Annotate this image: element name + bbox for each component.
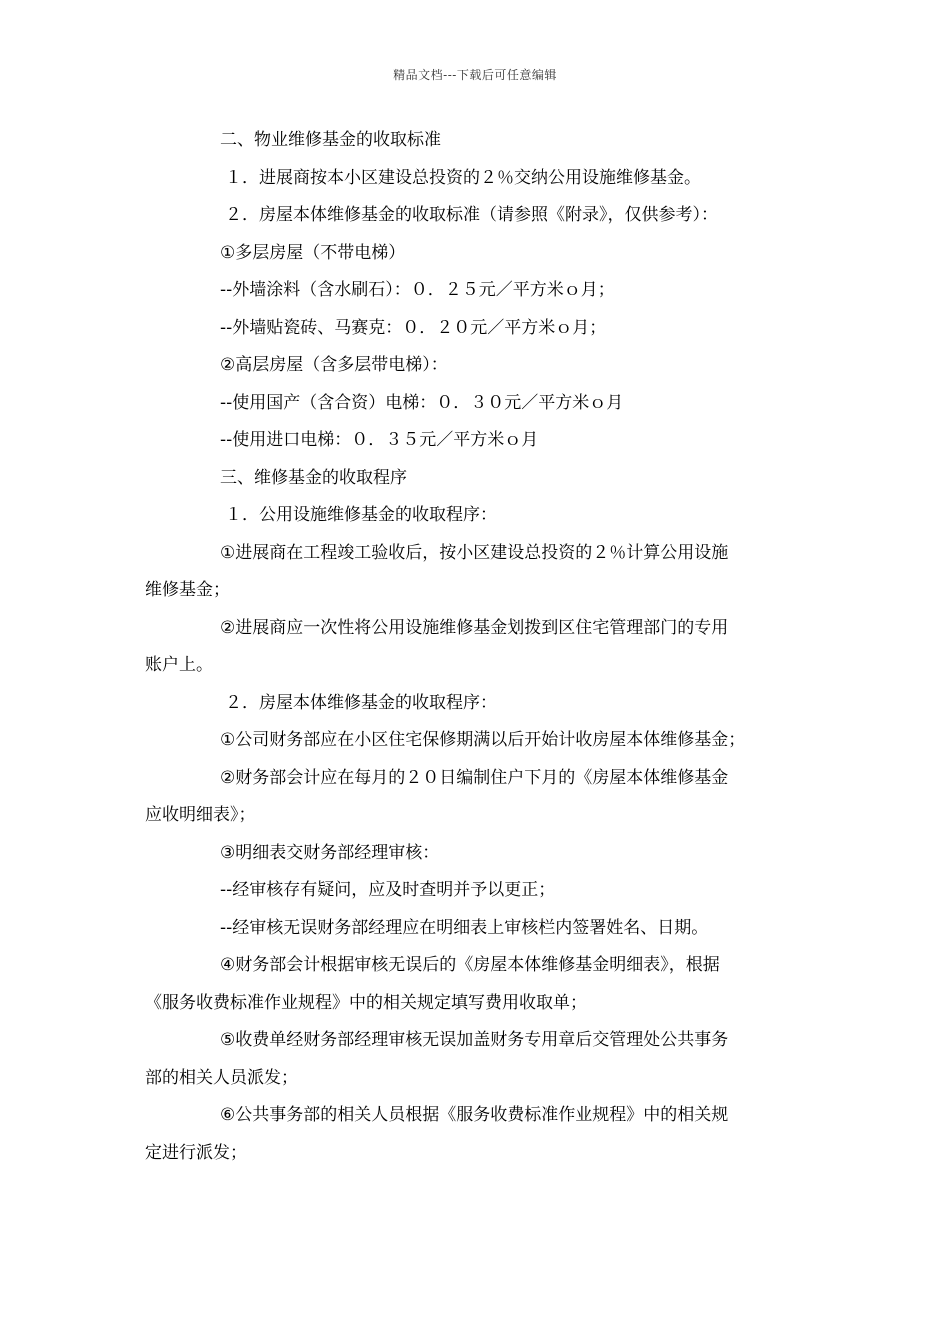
paragraph-line: １．公用设施维修基金的收取程序：: [225, 505, 497, 525]
section-heading: 二、物业维修基金的收取标准: [220, 130, 441, 150]
paragraph-line: --使用国产（含合资）电梯：０．３０元／平方米ｏ月: [220, 392, 624, 413]
paragraph-line: 部的相关人员派发；: [145, 1067, 298, 1088]
paragraph-line: --使用进口电梯：０．３５元／平方米ｏ月: [220, 430, 539, 450]
paragraph-line: ①公司财务部应在小区住宅保修期满以后开始计收房屋本体维修基金；: [220, 730, 746, 750]
paragraph-line: ④财务部会计根据审核无误后的《房屋本体维修基金明细表》，根据: [220, 955, 720, 975]
paragraph-line: 《服务收费标准作业规程》中的相关规定填写费用收取单；: [145, 992, 587, 1013]
paragraph-line: ③明细表交财务部经理审核：: [220, 842, 440, 863]
paragraph-line: ②高层房屋（含多层带电梯）：: [220, 355, 448, 375]
paragraph-line: ２．房屋本体维修基金的收取标准（请参照《附录》，仅供参考）：: [225, 205, 718, 225]
paragraph-line: ②进展商应一次性将公用设施维修基金划拨到区住宅管理部门的专用: [220, 617, 729, 638]
paragraph-line: ⑤收费单经财务部经理审核无误加盖财务专用章后交管理处公共事务: [220, 1030, 729, 1050]
paragraph-line: 账户上。: [145, 655, 213, 675]
paragraph-line: 维修基金；: [145, 580, 230, 600]
paragraph-line: 应收明细表》；: [145, 805, 256, 825]
paragraph-line: ２．房屋本体维修基金的收取程序：: [225, 692, 497, 713]
paragraph-line: --经审核存有疑问，应及时查明并予以更正；: [220, 880, 556, 900]
paragraph-line: ②财务部会计应在每月的２０日编制住户下月的《房屋本体维修基金: [220, 767, 729, 788]
paragraph-line: ①多层房屋（不带电梯）: [220, 242, 406, 263]
paragraph-line: 定进行派发；: [145, 1142, 247, 1163]
paragraph-line: --外墙涂料（含水刷石）：０．２５元／平方米ｏ月；: [220, 280, 615, 300]
paragraph-line: ①进展商在工程竣工验收后，按小区建设总投资的２％计算公用设施: [220, 542, 729, 563]
page-header: 精品文档---下载后可任意编辑: [393, 68, 557, 82]
paragraph-line: １．进展商按本小区建设总投资的２％交纳公用设施维修基金。: [225, 167, 701, 188]
paragraph-line: ⑥公共事务部的相关人员根据《服务收费标准作业规程》中的相关规: [220, 1105, 729, 1125]
paragraph-line: --经审核无误财务部经理应在明细表上审核栏内签署姓名、日期。: [220, 917, 709, 938]
document-body: [145, 122, 807, 1172]
section-heading: 三、维修基金的收取程序: [220, 467, 407, 488]
paragraph-line: --外墙贴瓷砖、马赛克：０．２０元／平方米ｏ月；: [220, 317, 607, 338]
